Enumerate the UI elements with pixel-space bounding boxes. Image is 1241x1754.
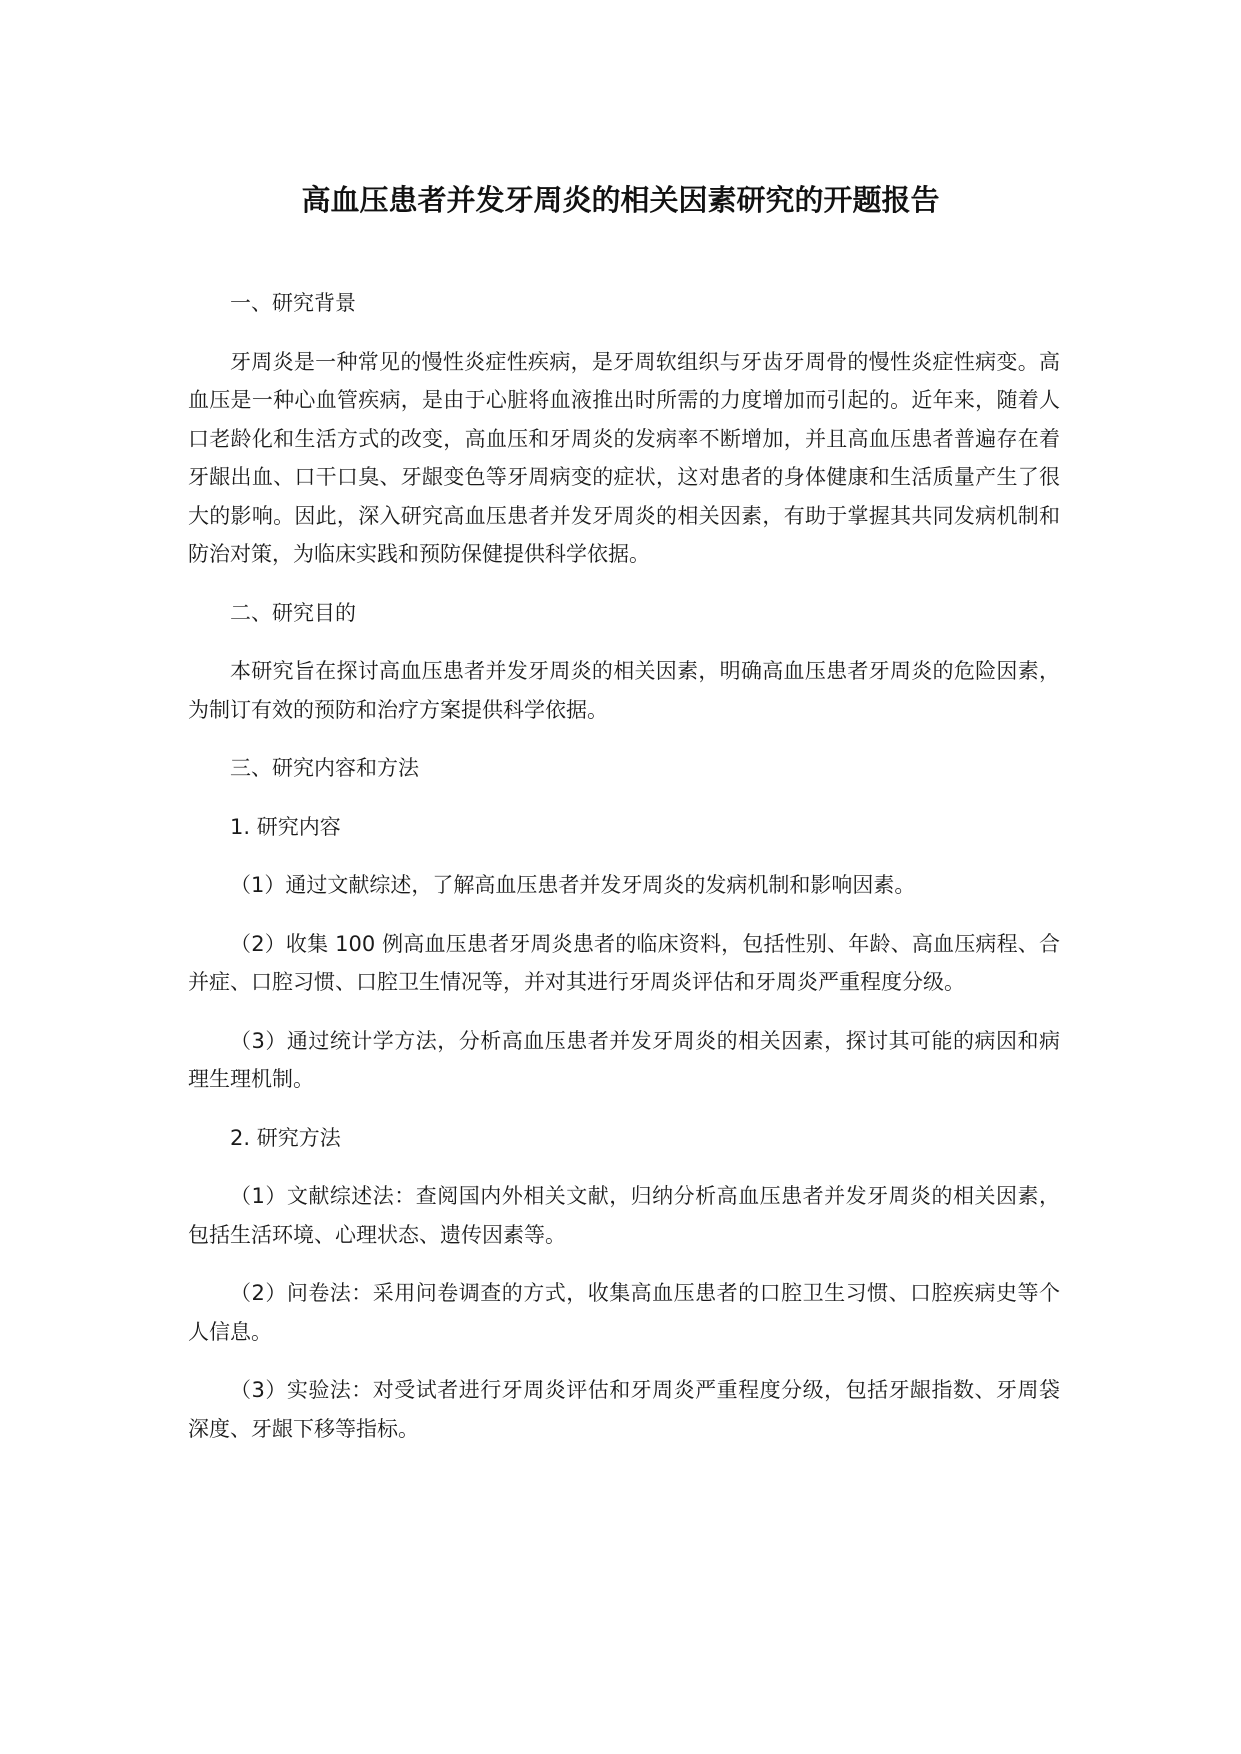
heading-content-and-methods: 三、研究内容和方法 xyxy=(230,756,419,780)
document-body xyxy=(188,284,1060,1448)
list-item-method-2: （2）问卷法：采用问卷调查的方式，收集高血压患者的口腔卫生习惯、口腔疾病史等个人信息。 xyxy=(188,1281,1060,1344)
list-item-content-1: （1）通过文献综述，了解高血压患者并发牙周炎的发病机制和影响因素。 xyxy=(230,873,916,897)
paragraph-purpose-text: 本研究旨在探讨高血压患者并发牙周炎的相关因素，明确高血压患者牙周炎的危险因素，为制订有效的预防和治疗方案提供科学依据。 xyxy=(188,659,1060,722)
heading-research-purpose: 二、研究目的 xyxy=(230,600,356,625)
list-item-content-3: （3）通过统计学方法，分析高血压患者并发牙周炎的相关因素，探讨其可能的病因和病理生理机制。 xyxy=(188,1028,1060,1091)
heading-research-background: 一、研究背景 xyxy=(230,291,356,315)
list-item-method-1: （1）文献综述法：查阅国内外相关文献，归纳分析高血压患者并发牙周炎的相关因素，包括生活环境、心理状态、遗传因素等。 xyxy=(188,1184,1060,1247)
subheading-research-content: 1. 研究内容 xyxy=(230,814,341,839)
subheading-research-methods: 2. 研究方法 xyxy=(230,1125,341,1150)
paragraph-background-text: 牙周炎是一种常见的慢性炎症性疾病，是牙周软组织与牙齿牙周骨的慢性炎症性病变。高血压是一种心血管疾病，是由于心脏将血液推出时所需的力度增加而引起的。近年来，随着人口老龄化和生活方式的改变，高血压和牙周炎的发病率不断增加，并且高血压患者普遍存在着牙龈出血、口干口臭、牙龈变色等牙周病变的症状，这对患者的身体健康和生活质量产生了很大的影响。因此，深入研究高血压患者并发牙周炎的相关因素，有助于掌握其共同发病机制和防治对策，为临床实践和预防保健提供科学依据。 xyxy=(188,349,1060,566)
document-title: 高血压患者并发牙周炎的相关因素研究的开题报告 xyxy=(301,183,940,217)
list-item-content-2: （2）收集 100 例高血压患者牙周炎患者的临床资料，包括性别、年龄、高血压病程、合并症、口腔习惯、口腔卫生情况等，并对其进行牙周炎评估和牙周炎严重程度分级。 xyxy=(188,931,1060,994)
list-item-method-3: （3）实验法：对受试者进行牙周炎评估和牙周炎严重程度分级，包括牙龈指数、牙周袋深度、牙龈下移等指标。 xyxy=(188,1378,1060,1441)
